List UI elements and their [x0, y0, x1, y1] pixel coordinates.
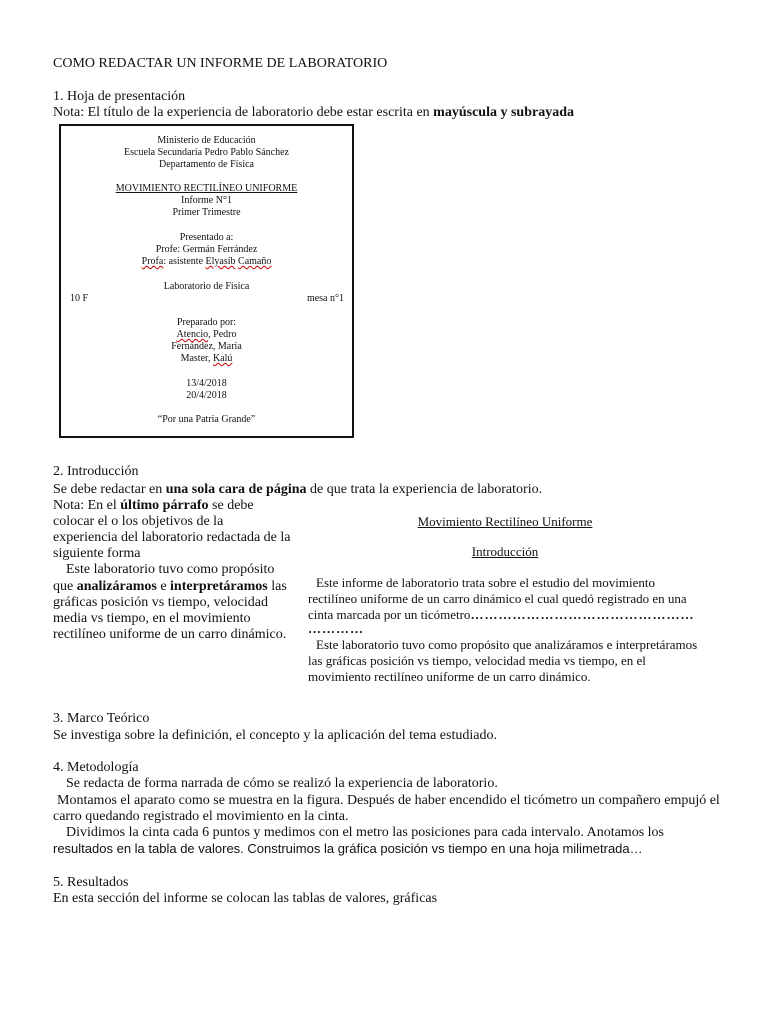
s2-note-line-2: colocar el o los objetivos de la — [53, 514, 224, 529]
section-4-line-1: Se redacta de forma narrada de cómo se realizó la experiencia de laboratorio. — [66, 776, 498, 791]
section-5-body: En esta sección del informe se colocan las tablas de valores, gráficas — [53, 891, 438, 906]
section-4-line-3: carro quedando registrado el movimiento en la cinta. — [53, 809, 349, 824]
s2-text-c: de que trata la experiencia de laboratorio. — [306, 482, 543, 497]
cover-group: 10 F — [70, 293, 89, 304]
s2-ex-bold-1: analizáramos — [76, 579, 157, 594]
section-3-heading: 3. Marco Teórico — [53, 711, 150, 726]
s2-ex-bold-2: interpretáramos — [170, 579, 268, 594]
cover-experiment-title-text: MOVIMIENTO RECTILÍNEO UNIFORME — [115, 183, 298, 194]
cover-date-2: 20/4/2018 — [186, 390, 227, 401]
cover-author-3-a: Master, — [180, 353, 213, 364]
section-3-body: Se investiga sobre la definición, el concepto y la aplicación del tema estudiado. — [53, 728, 497, 743]
cover-lab: Laboratorio de Física — [163, 281, 250, 292]
cover-assistant-c: Elyasib — [205, 256, 236, 267]
cover-table: mesa n°1 — [306, 293, 344, 304]
snippet-dots-2: ………… — [308, 621, 364, 636]
s2-note-c: se debe — [208, 498, 254, 513]
snippet-p1-line-1: Este informe de laboratorio trata sobre el estudio del movimiento — [316, 575, 655, 590]
s2-text-bold: una sola cara de página — [165, 482, 307, 497]
section-4-line-5: resultados en la tabla de valores. Construimos la gráfica posición vs tiempo en una hoja milimetrada… — [53, 841, 643, 856]
section-4-line-4: Dividimos la cinta cada 6 puntos y medimos con el metro las posiciones para cada intervalo. Anotamos los — [66, 825, 664, 840]
section-1-heading: 1. Hoja de presentación — [53, 89, 186, 104]
cover-page-example — [59, 124, 354, 438]
s2-ex-e: las — [267, 579, 287, 594]
s2-ex-a: que — [53, 579, 77, 594]
s2-example-line-1: Este laboratorio tuvo como propósito — [66, 562, 275, 577]
cover-assistant-e: Camaño — [238, 256, 272, 267]
cover-prepared-by: Preparado por: — [176, 317, 237, 328]
cover-school: Escuela Secundaria Pedro Pablo Sánchez — [124, 147, 289, 158]
s2-example-line-3: gráficas posición vs tiempo, velocidad — [53, 595, 268, 610]
cover-author-1-b: , Pedro — [208, 329, 237, 340]
s2-note-bold: último párrafo — [120, 498, 209, 513]
cover-assistant-b: : asistente — [163, 256, 206, 267]
s2-note-line-3: experiencia del laboratorio redactada de la — [53, 530, 291, 545]
section-2-line — [53, 482, 542, 498]
snippet-p2-line-3: movimiento rectilíneo uniforme de un carro dinámico. — [308, 669, 591, 684]
cover-assistant-a: Profa — [141, 256, 164, 267]
s2-example-line-4: media vs tiempo, en el movimiento — [53, 611, 251, 626]
section-4-line-2: Montamos el aparato como se muestra en la figura. Después de haber encendido el ticómetro un compañero empujó el — [57, 793, 720, 808]
cover-trimester: Primer Trimestre — [172, 207, 241, 218]
s2-note-line-4: siguiente forma — [53, 546, 141, 561]
cover-professor: Profe: Germán Ferrández — [155, 244, 258, 255]
cover-experiment-title — [61, 183, 352, 195]
snippet-subtitle-text: Introducción — [471, 544, 539, 559]
snippet-title-text: Movimiento Rectilíneo Uniforme — [417, 514, 593, 529]
s2-example-line-5: rectilíneo uniforme de un carro dinámico. — [53, 627, 287, 642]
document-title: COMO REDACTAR UN INFORME DE LABORATORIO — [53, 56, 388, 71]
s2-note-line-1 — [53, 498, 254, 514]
snippet-p1-line-2: rectilíneo uniforme de un carro dinámico el cual quedó registrado en una — [308, 591, 687, 606]
cover-author-1 — [61, 329, 352, 341]
cover-motto: “Por una Patria Grande” — [157, 414, 256, 425]
note-text: Nota: El título de la experiencia de laboratorio debe estar escrita en — [53, 105, 434, 120]
cover-author-1-a: Atencio — [176, 329, 209, 340]
s2-ex-c: e — [156, 579, 171, 594]
snippet-subtitle — [300, 544, 710, 559]
snippet-p2-line-2: las gráficas posición vs tiempo, velocidad media vs tiempo, en el — [308, 653, 646, 668]
cover-author-3-b: Kalú — [212, 353, 233, 364]
cover-author-3 — [61, 353, 352, 365]
section-4-heading: 4. Metodología — [53, 760, 139, 775]
cover-ministry: Ministerio de Educación — [157, 135, 256, 146]
snippet-p1-line-3-text: cinta marcada por un ticómetro — [308, 607, 471, 622]
note-bold-text: mayúscula y subrayada — [433, 105, 574, 120]
introduction-snippet-image — [300, 508, 710, 688]
cover-date-1: 13/4/2018 — [186, 378, 227, 389]
cover-report-number: Informe N°1 — [181, 195, 232, 206]
section-2-heading: 2. Introducción — [53, 464, 139, 479]
s2-note-a: Nota: En el — [53, 498, 121, 513]
s2-example-line-2 — [53, 579, 287, 595]
snippet-title — [300, 514, 710, 529]
snippet-p2-line-1: Este laboratorio tuvo como propósito que analizáramos e interpretáramos — [316, 637, 698, 652]
snippet-p1-line-3 — [308, 607, 694, 622]
section-5-heading: 5. Resultados — [53, 875, 129, 890]
s2-text-a: Se debe redactar en — [53, 482, 166, 497]
snippet-dots: ………………………………………… — [470, 607, 695, 622]
section-1-note — [53, 105, 574, 121]
cover-department: Departamento de Física — [159, 159, 254, 170]
cover-presented-to: Presentado a: — [179, 232, 234, 243]
cover-assistant — [61, 256, 352, 268]
cover-author-2: Fernández, María — [171, 341, 242, 352]
